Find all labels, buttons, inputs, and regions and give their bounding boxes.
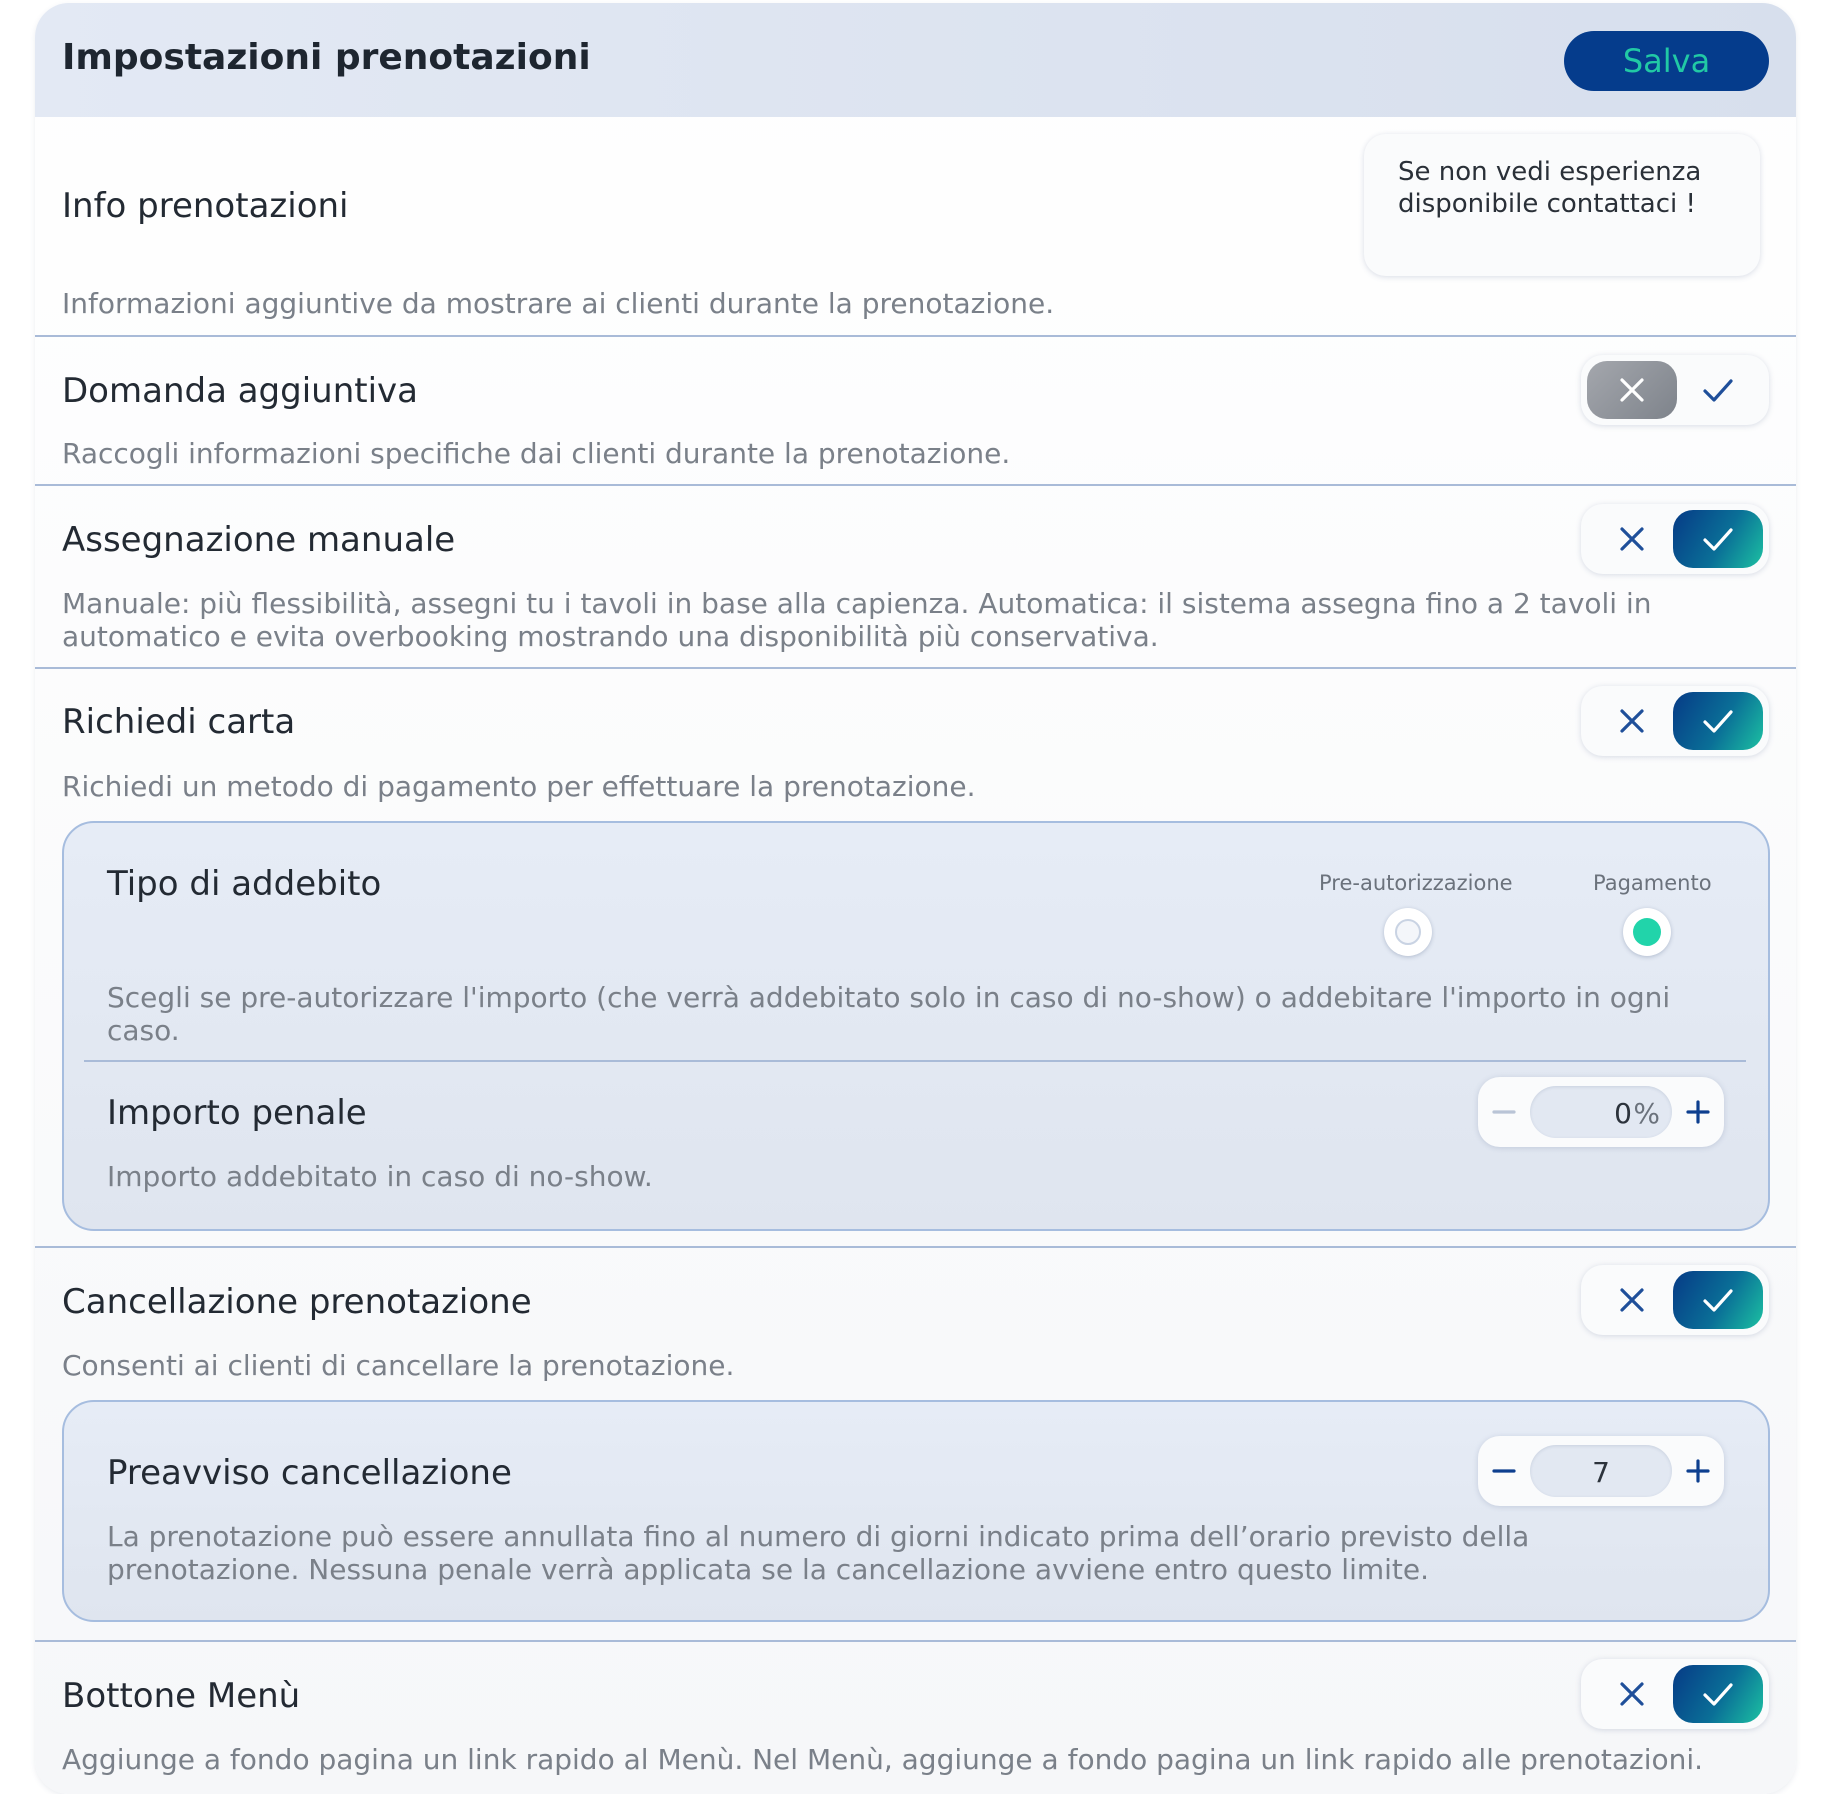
- close-icon[interactable]: [1587, 510, 1677, 568]
- cancellation-options-panel: [62, 1400, 1770, 1622]
- booking-settings-panel: [35, 3, 1796, 1794]
- extra-question-description: Raccogli informazioni specifiche dai clienti durante la prenotazione.: [62, 437, 1011, 470]
- payment-radio[interactable]: [1623, 908, 1671, 956]
- penalty-stepper[interactable]: [1478, 1077, 1724, 1147]
- menu-button-description: Aggiunge a fondo pagina un link rapido al Menù. Nel Menù, aggiunge a fondo pagina un link rapido alle prenotazioni.: [62, 1743, 1704, 1776]
- save-button[interactable]: Salva: [1564, 31, 1769, 91]
- card-options-panel: [62, 821, 1770, 1231]
- divider: [35, 1640, 1796, 1642]
- menu-button-toggle[interactable]: [1581, 1659, 1769, 1729]
- extra-question-title: Domanda aggiuntiva: [62, 371, 418, 411]
- close-icon[interactable]: [1587, 1665, 1677, 1723]
- manual-assignment-description: Manuale: più flessibilità, assegni tu i tavoli in base alla capienza. Automatica: il sistema assegna fino a 2 tavoli in automatico e evita overbooking mostrando una disponibilità più conservativa.: [62, 587, 1652, 653]
- divider: [35, 484, 1796, 486]
- require-card-description: Richiedi un metodo di pagamento per effettuare la prenotazione.: [62, 770, 976, 803]
- pre-authorization-label: Pre-autorizzazione: [1319, 871, 1513, 895]
- cancellation-notice-stepper[interactable]: [1478, 1436, 1724, 1506]
- cancellation-title: Cancellazione prenotazione: [62, 1282, 532, 1322]
- cancellation-notice-value: 7: [1592, 1456, 1610, 1489]
- header-bar: [35, 3, 1796, 117]
- check-icon[interactable]: [1673, 1271, 1763, 1329]
- plus-icon[interactable]: [1674, 1088, 1722, 1136]
- menu-button-title: Bottone Menù: [62, 1676, 301, 1716]
- info-textarea[interactable]: [1364, 134, 1760, 276]
- page-title: Impostazioni prenotazioni: [62, 37, 591, 78]
- check-icon[interactable]: [1673, 361, 1763, 419]
- plus-icon[interactable]: [1674, 1447, 1722, 1495]
- divider: [35, 1246, 1796, 1248]
- manual-assignment-toggle[interactable]: [1581, 504, 1769, 574]
- cancellation-notice-input[interactable]: [1530, 1445, 1672, 1497]
- cancellation-notice-title: Preavviso cancellazione: [107, 1453, 512, 1493]
- penalty-input[interactable]: [1530, 1086, 1672, 1138]
- divider: [35, 667, 1796, 669]
- divider: [35, 335, 1796, 337]
- require-card-toggle[interactable]: [1581, 686, 1769, 756]
- info-title: Info prenotazioni: [62, 186, 349, 226]
- require-card-title: Richiedi carta: [62, 702, 296, 742]
- pre-authorization-radio[interactable]: [1384, 908, 1432, 956]
- cancellation-notice-description: La prenotazione può essere annullata fino al numero di giorni indicato prima dell’orario previsto della prenotazione. Nessuna penale verrà applicata se la cancellazione avviene entro questo limite.: [107, 1520, 1530, 1586]
- divider: [84, 1060, 1746, 1062]
- close-icon[interactable]: [1587, 1271, 1677, 1329]
- payment-label: Pagamento: [1593, 871, 1712, 895]
- penalty-title: Importo penale: [107, 1093, 367, 1133]
- penalty-value: 0: [1614, 1097, 1632, 1130]
- cancellation-toggle[interactable]: [1581, 1265, 1769, 1335]
- extra-question-toggle[interactable]: [1581, 355, 1769, 425]
- charge-type-description: Scegli se pre-autorizzare l'importo (che verrà addebitato solo in caso di no-show) o addebitare l'importo in ogni caso.: [107, 981, 1671, 1047]
- minus-icon[interactable]: [1480, 1088, 1528, 1136]
- check-icon[interactable]: [1673, 692, 1763, 750]
- cancellation-description: Consenti ai clienti di cancellare la prenotazione.: [62, 1349, 735, 1382]
- manual-assignment-title: Assegnazione manuale: [62, 520, 456, 560]
- check-icon[interactable]: [1673, 510, 1763, 568]
- percent-unit: %: [1633, 1097, 1660, 1130]
- close-icon[interactable]: [1587, 361, 1677, 419]
- penalty-description: Importo addebitato in caso di no-show.: [107, 1160, 653, 1193]
- close-icon[interactable]: [1587, 692, 1677, 750]
- info-description: Informazioni aggiuntive da mostrare ai clienti durante la prenotazione.: [62, 287, 1055, 320]
- check-icon[interactable]: [1673, 1665, 1763, 1723]
- charge-type-title: Tipo di addebito: [107, 864, 382, 904]
- minus-icon[interactable]: [1480, 1447, 1528, 1495]
